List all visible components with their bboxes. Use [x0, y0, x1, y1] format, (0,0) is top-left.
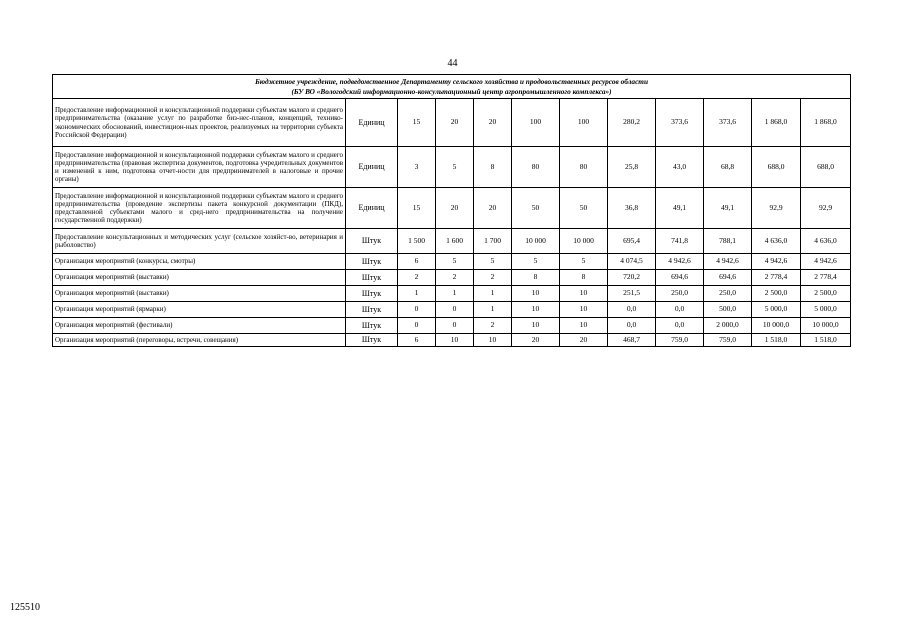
row-unit: Штук [346, 318, 398, 334]
row-value: 1 500 [398, 229, 436, 254]
row-name: Предоставление информационной и консультационной поддержки субъектам малого и среднего предпринимательства (правовая экспертиза документов, подготовка учредительных документов и изменений к ним, подготовка отчет-ности для предпринимателей в налоговые и прочие органы) [53, 147, 346, 188]
row-value: 20 [474, 99, 512, 147]
row-name: Организация мероприятий (переговоры, встречи, совещания) [53, 334, 346, 347]
row-value: 373,6 [704, 99, 752, 147]
row-name: Организация мероприятий (выставки) [53, 286, 346, 302]
row-value: 688,0 [752, 147, 801, 188]
row-value: 694,6 [704, 270, 752, 286]
row-value: 4 636,0 [801, 229, 851, 254]
row-value: 2 500,0 [752, 286, 801, 302]
row-value: 2 778,4 [801, 270, 851, 286]
footer-code: 125510 [10, 602, 40, 613]
row-value: 20 [436, 188, 474, 229]
row-value: 694,6 [656, 270, 704, 286]
row-value: 5 [436, 254, 474, 270]
row-value: 10 000 [560, 229, 608, 254]
row-value: 1 [436, 286, 474, 302]
row-value: 0,0 [608, 318, 656, 334]
row-value: 10 000 [512, 229, 560, 254]
table-row [53, 254, 851, 270]
row-value: 1 600 [436, 229, 474, 254]
row-value: 720,2 [608, 270, 656, 286]
row-value: 4 942,6 [752, 254, 801, 270]
row-value: 4 942,6 [656, 254, 704, 270]
row-value: 759,0 [704, 334, 752, 347]
row-value: 49,1 [704, 188, 752, 229]
row-value: 20 [436, 99, 474, 147]
row-value: 741,8 [656, 229, 704, 254]
row-value: 4 636,0 [752, 229, 801, 254]
row-value: 688,0 [801, 147, 851, 188]
row-value: 0 [436, 318, 474, 334]
row-value: 10 [560, 302, 608, 318]
row-value: 50 [512, 188, 560, 229]
row-name: Предоставление консультационных и методических услуг (сельское хозяйст-во, ветеринария и рыболовство) [53, 229, 346, 254]
row-unit: Единиц [346, 99, 398, 147]
row-unit: Штук [346, 286, 398, 302]
row-unit: Штук [346, 229, 398, 254]
row-value: 92,9 [801, 188, 851, 229]
row-value: 4 942,6 [801, 254, 851, 270]
row-value: 10 [512, 302, 560, 318]
row-value: 0,0 [608, 302, 656, 318]
row-unit: Штук [346, 334, 398, 347]
row-value: 0 [436, 302, 474, 318]
row-value: 10 [512, 318, 560, 334]
row-value: 0 [398, 302, 436, 318]
row-value: 1 700 [474, 229, 512, 254]
row-value: 1 [474, 302, 512, 318]
table-header [53, 75, 851, 99]
row-value: 0,0 [656, 318, 704, 334]
header-line-1: Бюджетное учреждение, подведомственное Департаменту сельского хозяйства и продовольственных ресурсов области [255, 77, 649, 87]
data-table [52, 74, 851, 347]
row-name: Организация мероприятий (выставки) [53, 270, 346, 286]
row-name: Организация мероприятий (конкурсы, смотры) [53, 254, 346, 270]
table-row [53, 229, 851, 254]
row-value: 8 [560, 270, 608, 286]
row-value: 20 [560, 334, 608, 347]
row-value: 36,8 [608, 188, 656, 229]
row-value: 92,9 [752, 188, 801, 229]
table-row [53, 270, 851, 286]
row-value: 100 [512, 99, 560, 147]
row-value: 4 942,6 [704, 254, 752, 270]
row-value: 10 [474, 334, 512, 347]
row-value: 1 [474, 286, 512, 302]
row-value: 15 [398, 99, 436, 147]
table-header-row [53, 75, 851, 99]
row-value: 68,8 [704, 147, 752, 188]
row-value: 50 [560, 188, 608, 229]
table-row [53, 302, 851, 318]
row-value: 20 [512, 334, 560, 347]
row-value: 250,0 [704, 286, 752, 302]
row-name: Предоставление информационной и консультационной поддержки субъектам малого и среднего предпринимательства (оказание услуг по разработке биз-нес-планов, концепций, технико-экономических обоснований, инвестицион-ных проектов, реализуемых на территории субъекта Российской Федерации) [53, 99, 346, 147]
table-row [53, 147, 851, 188]
row-value: 6 [398, 254, 436, 270]
row-value: 0 [398, 318, 436, 334]
row-value: 5 [436, 147, 474, 188]
row-value: 80 [512, 147, 560, 188]
row-value: 10 [436, 334, 474, 347]
row-value: 5 [512, 254, 560, 270]
row-unit: Штук [346, 254, 398, 270]
row-value: 10 [560, 286, 608, 302]
row-value: 280,2 [608, 99, 656, 147]
row-value: 788,1 [704, 229, 752, 254]
row-value: 3 [398, 147, 436, 188]
row-value: 2 000,0 [704, 318, 752, 334]
row-value: 468,7 [608, 334, 656, 347]
row-value: 2 778,4 [752, 270, 801, 286]
row-value: 0,0 [656, 302, 704, 318]
table-row [53, 334, 851, 347]
table-row [53, 286, 851, 302]
header-line-2: (БУ ВО «Вологодский информационно-консультационный центр агропромышленного комплекса») [291, 86, 612, 96]
table-row [53, 99, 851, 147]
row-value: 2 500,0 [801, 286, 851, 302]
row-value: 10 000,0 [752, 318, 801, 334]
row-value: 1 518,0 [752, 334, 801, 347]
row-value: 251,5 [608, 286, 656, 302]
row-value: 1 868,0 [801, 99, 851, 147]
row-value: 4 074,5 [608, 254, 656, 270]
row-value: 43,0 [656, 147, 704, 188]
row-name: Предоставление информационной и консультационной поддержки субъектам малого и среднего предпринимательства (проведение экспертизы пакета конкурсной документации (ПКД), представленной субъектами малого и сред-него предпринимательства на получение государственной поддержки) [53, 188, 346, 229]
row-value: 10 [560, 318, 608, 334]
row-value: 25,8 [608, 147, 656, 188]
row-unit: Единиц [346, 147, 398, 188]
row-value: 5 [560, 254, 608, 270]
row-value: 1 868,0 [752, 99, 801, 147]
row-value: 10 000,0 [801, 318, 851, 334]
row-value: 49,1 [656, 188, 704, 229]
row-value: 373,6 [656, 99, 704, 147]
row-value: 250,0 [656, 286, 704, 302]
row-value: 2 [436, 270, 474, 286]
row-value: 80 [560, 147, 608, 188]
row-unit: Штук [346, 270, 398, 286]
row-value: 5 000,0 [801, 302, 851, 318]
row-unit: Штук [346, 302, 398, 318]
row-value: 5 000,0 [752, 302, 801, 318]
row-value: 1 518,0 [801, 334, 851, 347]
page-number: 44 [447, 58, 458, 69]
row-value: 2 [474, 318, 512, 334]
row-value: 8 [474, 147, 512, 188]
row-value: 20 [474, 188, 512, 229]
row-name: Организация мероприятий (фестивали) [53, 318, 346, 334]
table-row [53, 188, 851, 229]
row-name: Организация мероприятий (ярмарки) [53, 302, 346, 318]
row-value: 100 [560, 99, 608, 147]
row-value: 15 [398, 188, 436, 229]
row-value: 8 [512, 270, 560, 286]
row-value: 2 [398, 270, 436, 286]
row-value: 500,0 [704, 302, 752, 318]
table-row [53, 318, 851, 334]
row-value: 2 [474, 270, 512, 286]
row-value: 10 [512, 286, 560, 302]
row-value: 6 [398, 334, 436, 347]
row-value: 5 [474, 254, 512, 270]
row-value: 1 [398, 286, 436, 302]
row-unit: Единиц [346, 188, 398, 229]
row-value: 695,4 [608, 229, 656, 254]
row-value: 759,0 [656, 334, 704, 347]
